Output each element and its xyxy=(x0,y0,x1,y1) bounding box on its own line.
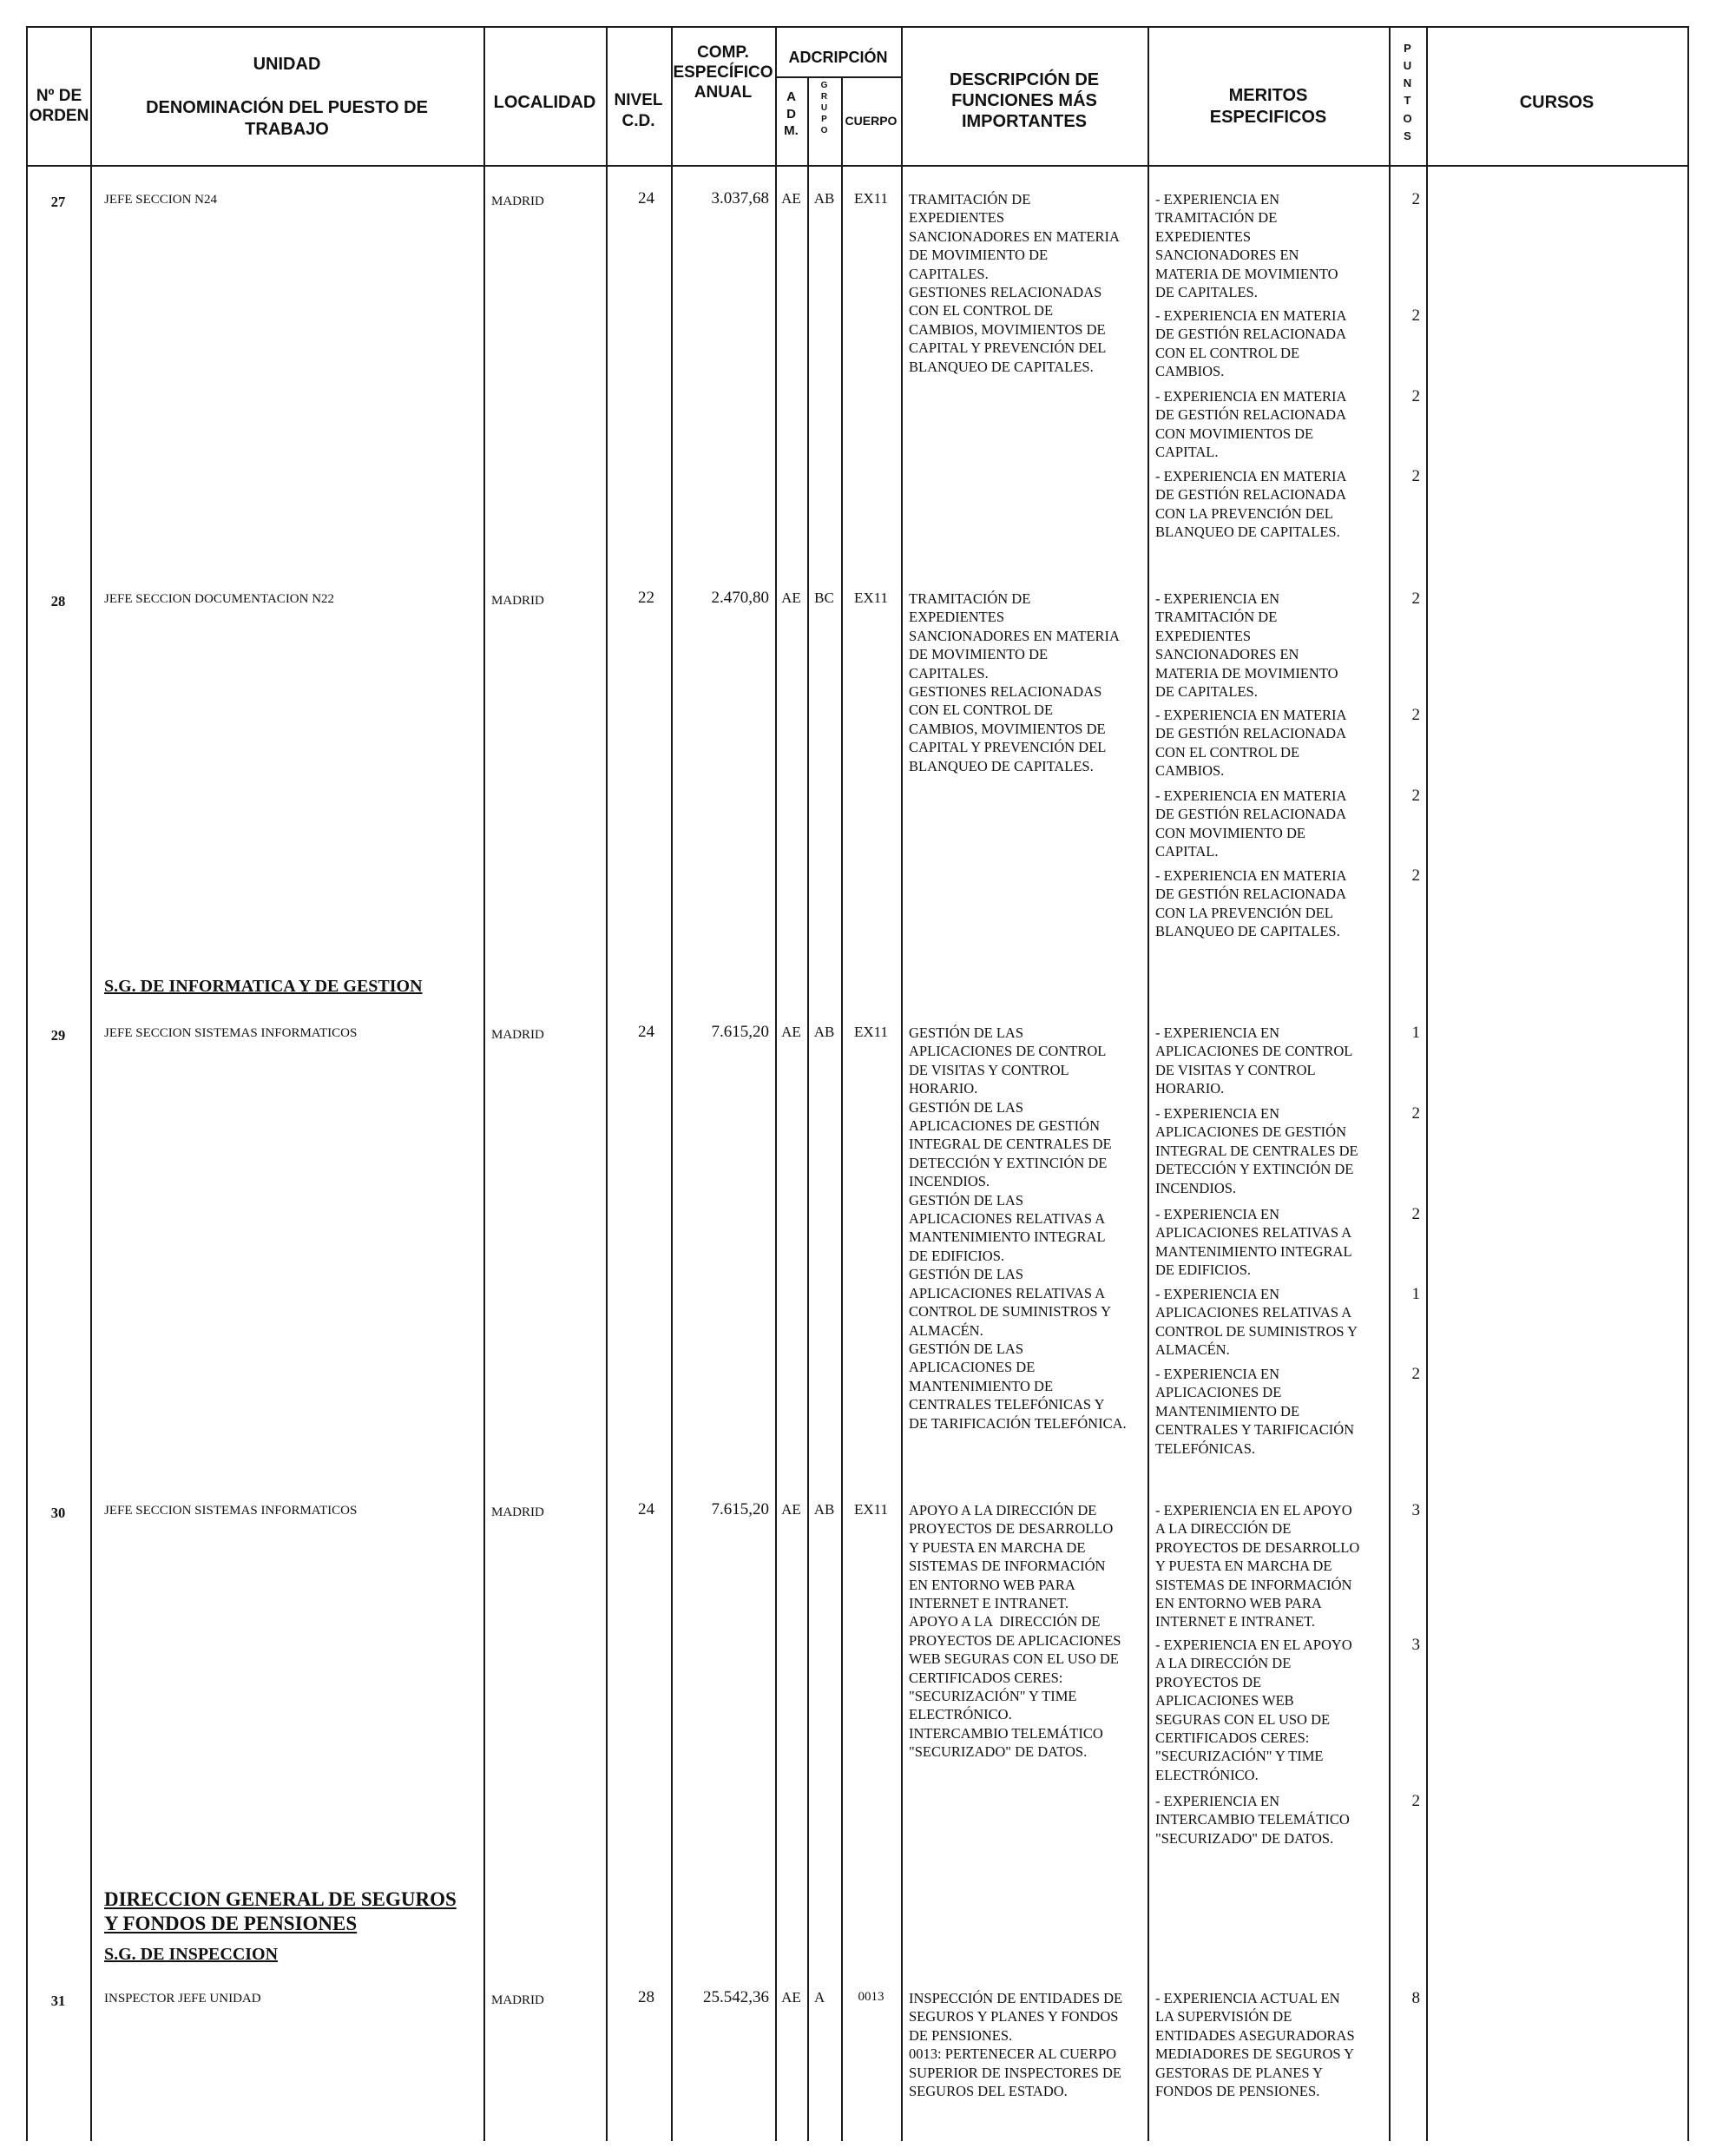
row-merito: - EXPERIENCIA EN MATERIA DE GESTIÓN RELACIONADA CON LA PREVENCIÓN DEL BLANQUEO DE CAPITALES. xyxy=(1155,468,1347,541)
header-comp: COMP. ESPECÍFICO ANUAL xyxy=(673,43,773,102)
row-puntos: 3 xyxy=(1411,1636,1420,1654)
row-merito: - EXPERIENCIA EN TRAMITACIÓN DE EXPEDIENTES SANCIONADORES EN MATERIA DE MOVIMIENTO DE CAPITALES. xyxy=(1155,191,1338,301)
col-border-adm xyxy=(807,76,809,2141)
row-complemento: 2.470,80 xyxy=(711,589,769,607)
row-localidad: MADRID xyxy=(491,194,544,208)
row-merito: - EXPERIENCIA EN MATERIA DE GESTIÓN RELACIONADA CON EL CONTROL DE CAMBIOS. xyxy=(1155,307,1347,380)
row-nivel: 22 xyxy=(638,589,654,607)
row-puntos: 2 xyxy=(1411,1205,1420,1223)
section-sg-informatica: S.G. DE INFORMATICA Y DE GESTION xyxy=(104,977,423,996)
header-puntos: P U N T O S xyxy=(1403,42,1412,142)
row-descripcion: GESTIÓN DE LAS APLICACIONES DE CONTROL DE VISITAS Y CONTROL HORARIO. GESTIÓN DE LAS APLICACIONES DE GESTIÓN INTEGRAL DE CENTRALES DE DETECCIÓN Y EXTINCIÓN DE INCENDIOS. GESTIÓN DE LAS APLICACIONES RELATIVAS A MANTENIMIENTO INTEGRAL DE EDIFICIOS. GESTIÓN DE LAS APLICACIONES RELATIVAS A CONTROL DE SUMINISTROS Y ALMACÉN. GESTIÓN DE LAS APLICACIONES DE MANTENIMIENTO DE CENTRALES TELEFÓNICAS Y DE TARIFICACIÓN TELEFÓNICA. xyxy=(909,1024,1127,1432)
row-puntos: 1 xyxy=(1411,1285,1420,1303)
col-border-meritos xyxy=(1389,26,1391,2141)
row-cuerpo: 0013 xyxy=(858,1990,884,2004)
col-border-comp xyxy=(775,26,777,2141)
row-merito: - EXPERIENCIA EN APLICACIONES RELATIVAS A CONTROL DE SUMINISTROS Y ALMACÉN. xyxy=(1155,1286,1358,1359)
row-puntos: 2 xyxy=(1411,1365,1420,1383)
row-descripcion: TRAMITACIÓN DE EXPEDIENTES SANCIONADORES EN MATERIA DE MOVIMIENTO DE CAPITALES. GESTIONES RELACIONADAS CON EL CONTROL DE CAMBIOS, MOVIMIENTOS DE CAPITAL Y PREVENCIÓN DEL BLANQUEO DE CAPITALES. xyxy=(909,191,1120,375)
row-grupo: AB xyxy=(813,1024,835,1040)
section-dg-seguros: DIRECCION GENERAL DE SEGUROS Y FONDOS DE PENSIONES xyxy=(104,1888,457,1934)
row-puesto: INSPECTOR JEFE UNIDAD xyxy=(104,1992,261,2006)
row-merito: - EXPERIENCIA EN INTERCAMBIO TELEMÁTICO "SECURIZADO" DE DATOS. xyxy=(1155,1793,1350,1847)
adscripcion-subheader-line xyxy=(775,76,901,78)
row-puntos: 2 xyxy=(1411,706,1420,724)
row-grupo: AB xyxy=(813,190,835,207)
col-border-cuerpo xyxy=(901,26,903,2141)
row-merito: - EXPERIENCIA EN MATERIA DE GESTIÓN RELACIONADA CON MOVIMIENTO DE CAPITAL. xyxy=(1155,787,1347,860)
col-border-orden xyxy=(90,26,92,2141)
row-adm: AE xyxy=(781,190,801,207)
row-puntos: 2 xyxy=(1411,866,1420,885)
row-nivel: 24 xyxy=(638,1500,654,1518)
row-orden: 28 xyxy=(50,593,66,609)
row-merito: - EXPERIENCIA EN MATERIA DE GESTIÓN RELACIONADA CON LA PREVENCIÓN DEL BLANQUEO DE CAPITALES. xyxy=(1155,867,1347,940)
row-orden: 31 xyxy=(50,1993,66,2009)
row-puesto: JEFE SECCION SISTEMAS INFORMATICOS xyxy=(104,1026,358,1040)
row-descripcion: TRAMITACIÓN DE EXPEDIENTES SANCIONADORES EN MATERIA DE MOVIMIENTO DE CAPITALES. GESTIONES RELACIONADAS CON EL CONTROL DE CAMBIOS, MOVIMIENTOS DE CAPITAL Y PREVENCIÓN DEL BLANQUEO DE CAPITALES. xyxy=(909,590,1120,774)
header-meritos: MERITOS ESPECIFICOS xyxy=(1209,86,1327,127)
col-border-nivel xyxy=(671,26,673,2141)
row-orden: 27 xyxy=(50,194,66,210)
row-puntos: 3 xyxy=(1411,1501,1420,1519)
row-complemento: 25.542,36 xyxy=(703,1988,769,2006)
row-adm: AE xyxy=(781,1989,801,2006)
col-border-descripcion xyxy=(1147,26,1149,2141)
header-cuerpo: CUERPO xyxy=(845,114,898,128)
row-cuerpo: EX11 xyxy=(853,590,889,606)
row-cuerpo: EX11 xyxy=(853,1501,889,1518)
row-localidad: MADRID xyxy=(491,1993,544,2007)
row-puntos: 2 xyxy=(1411,467,1420,485)
row-puntos: 1 xyxy=(1411,1024,1420,1042)
row-puntos: 2 xyxy=(1411,387,1420,405)
row-nivel: 24 xyxy=(638,1023,654,1041)
row-localidad: MADRID xyxy=(491,1505,544,1519)
header-orden: Nº DE ORDEN xyxy=(29,87,89,125)
row-complemento: 7.615,20 xyxy=(711,1500,769,1518)
row-merito: - EXPERIENCIA EN TRAMITACIÓN DE EXPEDIENTES SANCIONADORES EN MATERIA DE MOVIMIENTO DE CAPITALES. xyxy=(1155,590,1338,701)
table-top-border xyxy=(26,26,1689,28)
header-unidad: UNIDAD xyxy=(253,55,321,74)
header-descripcion: DESCRIPCIÓN DE FUNCIONES MÁS IMPORTANTES xyxy=(949,70,1100,131)
row-merito: - EXPERIENCIA EN APLICACIONES DE GESTIÓN INTEGRAL DE CENTRALES DE DETECCIÓN Y EXTINCIÓN DE INCENDIOS. xyxy=(1155,1105,1358,1196)
row-puesto: JEFE SECCION DOCUMENTACION N22 xyxy=(104,592,335,606)
row-puntos: 2 xyxy=(1411,306,1420,325)
header-localidad: LOCALIDAD xyxy=(493,93,596,112)
col-border-grupo xyxy=(841,76,843,2141)
row-localidad: MADRID xyxy=(491,1028,544,1042)
row-nivel: 28 xyxy=(638,1988,654,2006)
row-puesto: JEFE SECCION N24 xyxy=(104,193,218,207)
row-puntos: 2 xyxy=(1411,590,1420,608)
row-puntos: 2 xyxy=(1411,1792,1420,1810)
row-grupo: BC xyxy=(814,590,834,606)
row-adm: AE xyxy=(781,1501,801,1518)
section-sg-inspeccion: S.G. DE INSPECCION xyxy=(104,1945,279,1964)
row-puntos: 2 xyxy=(1411,1104,1420,1123)
row-puntos: 2 xyxy=(1411,190,1420,208)
row-merito: - EXPERIENCIA EN APLICACIONES RELATIVAS A MANTENIMIENTO INTEGRAL DE EDIFICIOS. xyxy=(1155,1206,1352,1279)
row-descripcion: INSPECCIÓN DE ENTIDADES DE SEGUROS Y PLANES Y FONDOS DE PENSIONES. 0013: PERTENECER AL CUERPO SUPERIOR DE INSPECTORES DE SEGUROS DEL ESTADO. xyxy=(909,1990,1123,2100)
row-cuerpo: EX11 xyxy=(853,190,889,207)
row-merito: - EXPERIENCIA EN APLICACIONES DE CONTROL DE VISITAS Y CONTROL HORARIO. xyxy=(1155,1024,1353,1097)
row-puntos: 8 xyxy=(1411,1989,1420,2007)
row-grupo: A xyxy=(814,1989,825,2006)
row-complemento: 7.615,20 xyxy=(711,1023,769,1041)
row-orden: 30 xyxy=(50,1505,66,1521)
row-merito: - EXPERIENCIA ACTUAL EN LA SUPERVISIÓN DE ENTIDADES ASEGURADORAS MEDIADORES DE SEGUROS Y GESTORAS DE PLANES Y FONDOS DE PENSIONES. xyxy=(1155,1990,1355,2100)
row-descripcion: APOYO A LA DIRECCIÓN DE PROYECTOS DE DESARROLLO Y PUESTA EN MARCHA DE SISTEMAS DE INFORMACIÓN EN ENTORNO WEB PARA INTERNET E INTRANET. APOYO A LA DIRECCIÓN DE PROYECTOS DE APLICACIONES WEB SEGURAS CON EL USO DE CERTIFICADOS CERES: "SECURIZACIÓN" Y TIME ELECTRÓNICO. INTERCAMBIO TELEMÁTICO "SECURIZADO" DE DATOS. xyxy=(909,1502,1121,1761)
col-border-left xyxy=(26,26,28,2141)
row-puesto: JEFE SECCION SISTEMAS INFORMATICOS xyxy=(104,1504,358,1518)
header-adscripcion: ADCRIPCIÓN xyxy=(788,49,888,66)
header-bottom-border xyxy=(26,165,1689,167)
header-grupo: G R U P O xyxy=(820,81,828,135)
row-nivel: 24 xyxy=(638,189,654,207)
row-adm: AE xyxy=(781,1024,801,1040)
row-merito: - EXPERIENCIA EN EL APOYO A LA DIRECCIÓN DE PROYECTOS DE APLICACIONES WEB SEGURAS CON EL USO DE CERTIFICADOS CERES: "SECURIZACIÓN" Y TIME ELECTRÓNICO. xyxy=(1155,1637,1352,1783)
header-denominacion: DENOMINACIÓN DEL PUESTO DE TRABAJO xyxy=(146,98,428,139)
col-border-puntos xyxy=(1426,26,1428,2141)
row-puntos: 2 xyxy=(1411,787,1420,805)
row-cuerpo: EX11 xyxy=(853,1024,889,1040)
header-nivel: NIVEL C.D. xyxy=(614,91,663,130)
col-border-right xyxy=(1687,26,1689,2141)
row-grupo: AB xyxy=(813,1501,835,1518)
row-merito: - EXPERIENCIA EN MATERIA DE GESTIÓN RELACIONADA CON MOVIMIENTOS DE CAPITAL. xyxy=(1155,388,1347,461)
row-merito: - EXPERIENCIA EN EL APOYO A LA DIRECCIÓN DE PROYECTOS DE DESARROLLO Y PUESTA EN MARCHA DE SISTEMAS DE INFORMACIÓN EN ENTORNO WEB PARA INTERNET E INTRANET. xyxy=(1155,1502,1360,1630)
header-adm: A D M. xyxy=(784,89,799,138)
row-complemento: 3.037,68 xyxy=(711,189,769,207)
col-border-puesto xyxy=(483,26,485,2141)
header-cursos: CURSOS xyxy=(1519,93,1595,112)
row-merito: - EXPERIENCIA EN MATERIA DE GESTIÓN RELACIONADA CON EL CONTROL DE CAMBIOS. xyxy=(1155,707,1347,780)
col-border-localidad xyxy=(606,26,608,2141)
row-orden: 29 xyxy=(50,1027,66,1044)
row-merito: - EXPERIENCIA EN APLICACIONES DE MANTENIMIENTO DE CENTRALES Y TARIFICACIÓN TELEFÓNICAS. xyxy=(1155,1366,1355,1457)
row-adm: AE xyxy=(781,590,801,606)
row-localidad: MADRID xyxy=(491,594,544,608)
